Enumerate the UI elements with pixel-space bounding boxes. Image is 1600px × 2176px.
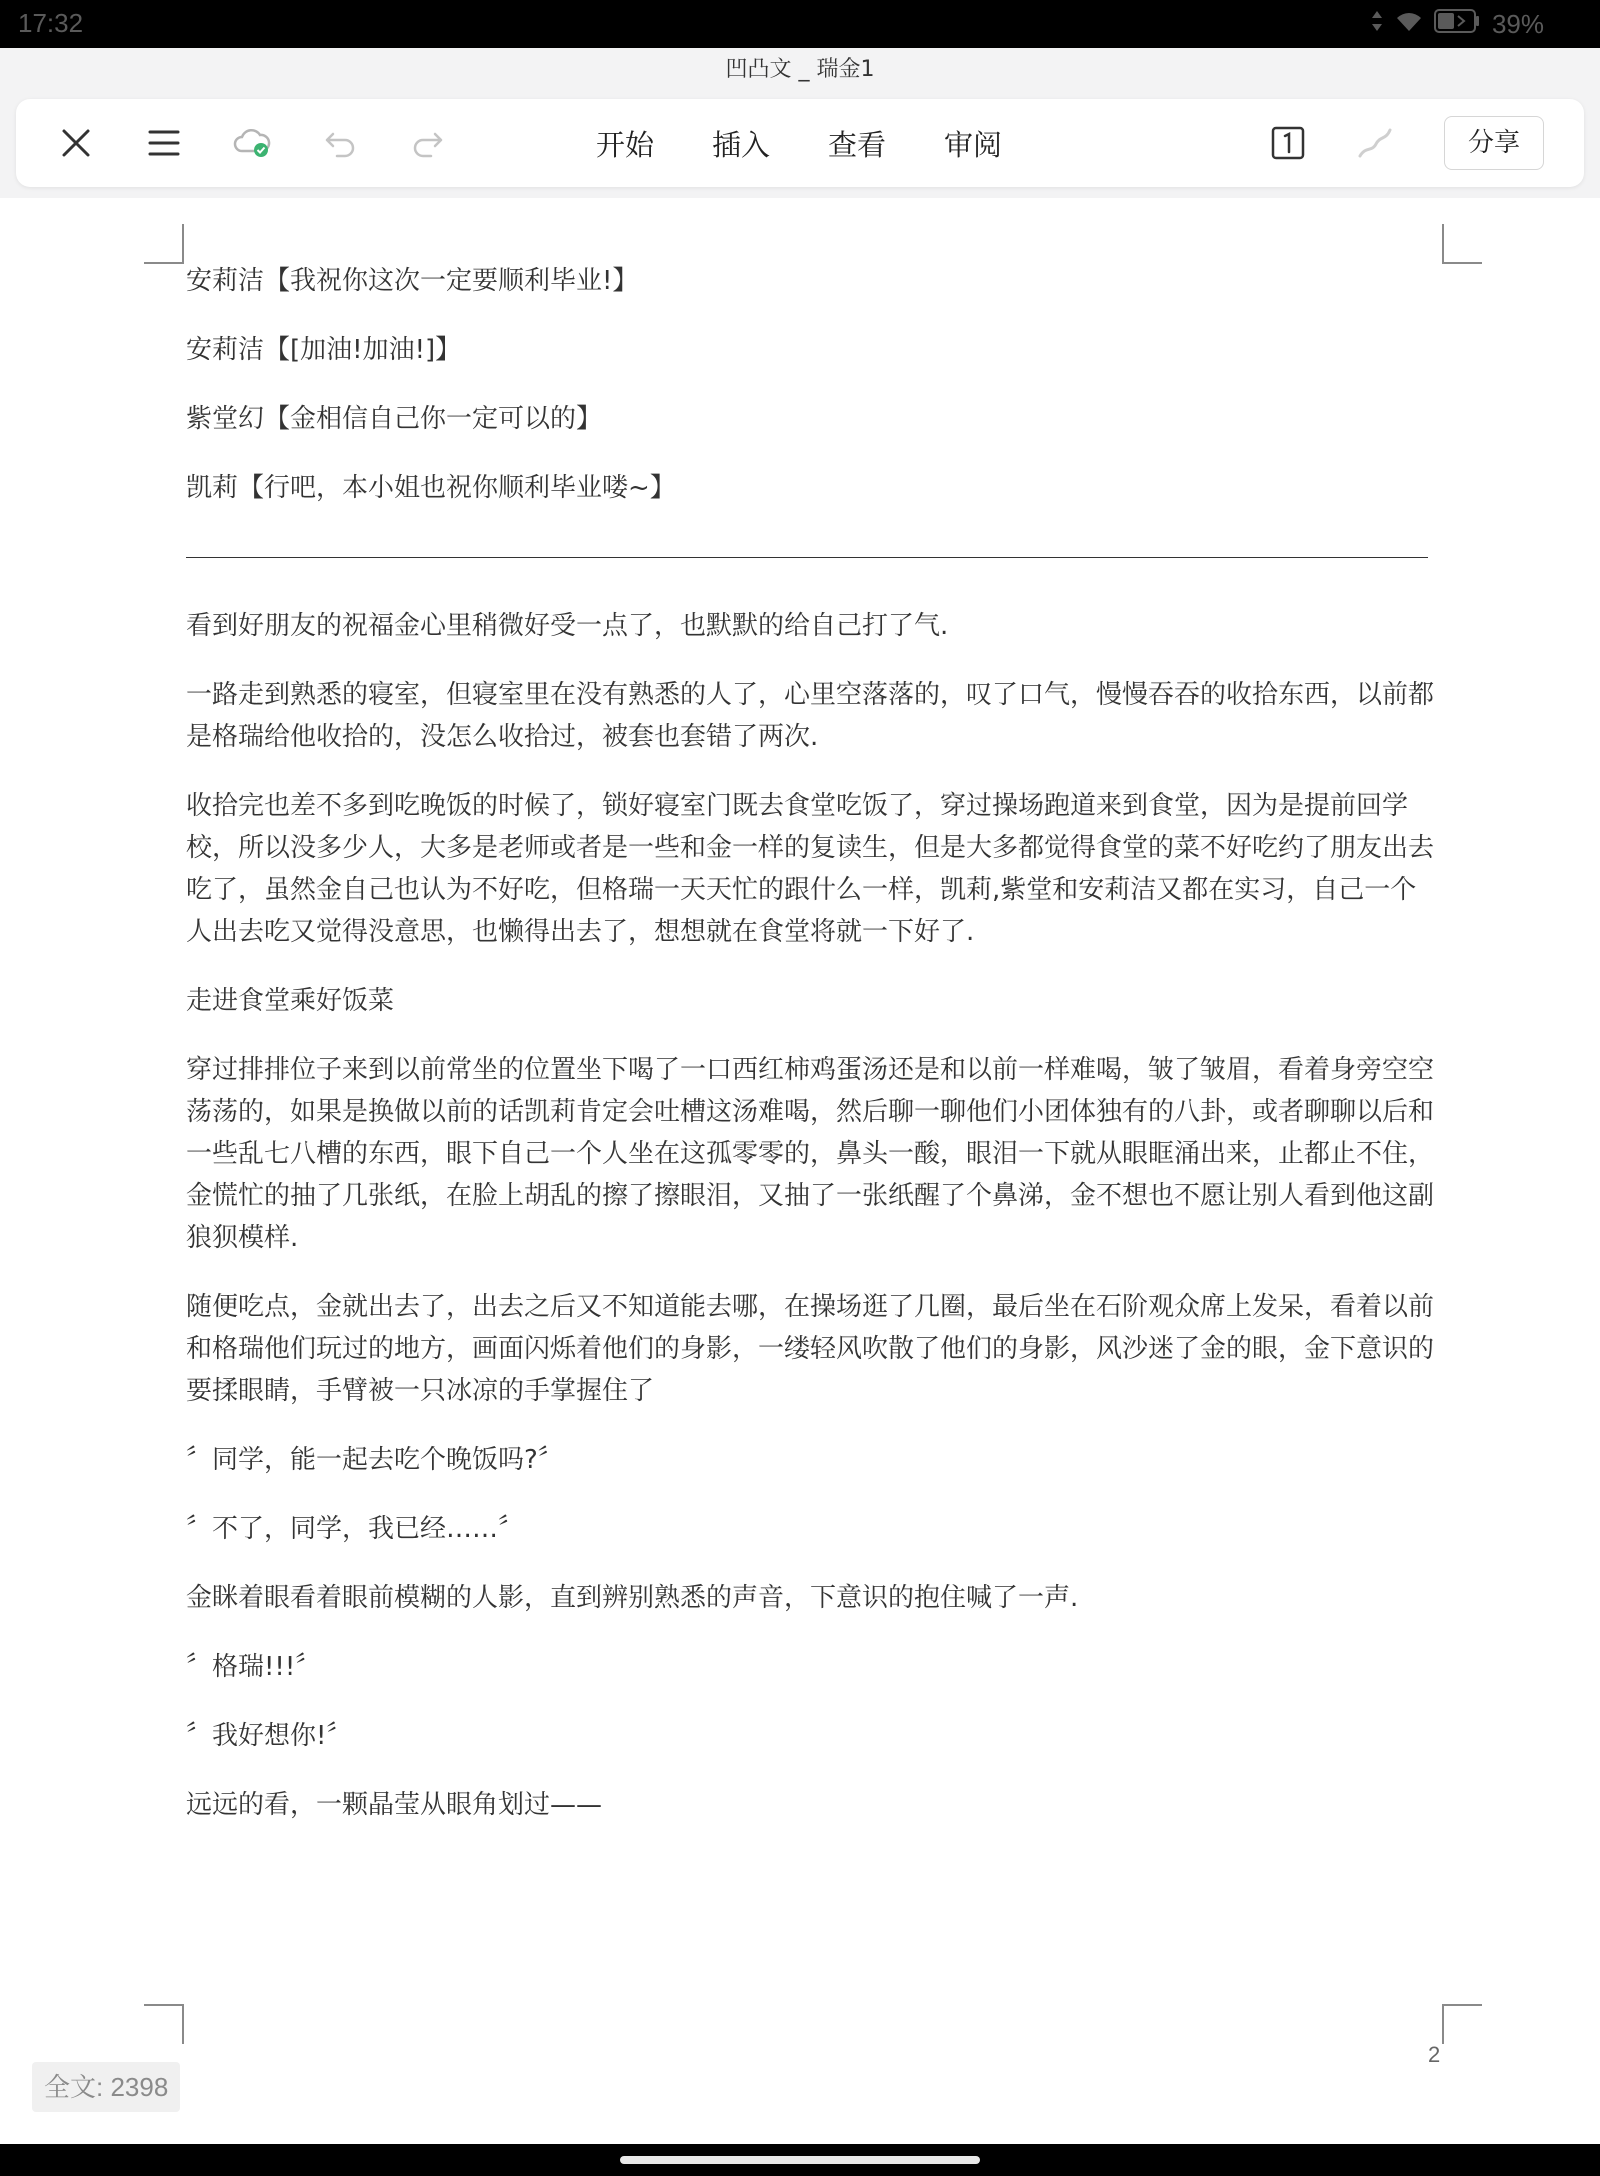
crop-mark-top-right: [1442, 224, 1482, 264]
share-button[interactable]: 分享: [1444, 116, 1544, 170]
tab-insert[interactable]: 插入: [712, 128, 771, 162]
paragraph: 一路走到熟悉的寝室，但寝室里在没有熟悉的人了，心里空落落的，叹了口气，慢慢吞吞的收拾东西，以前都是格瑞给他收拾的，没怎么收拾过，被套也套错了两次.: [186, 680, 1435, 752]
paragraph: 〞格瑞!!!〞: [186, 1652, 322, 1682]
redo-icon[interactable]: [406, 121, 450, 165]
paragraph: 随便吃点，金就出去了，出去之后又不知道能去哪，在操场逛了几圈，最后坐在石阶观众席上发呆，看着以前和格瑞他们玩过的地方，画面闪烁着他们的身影，一缕轻风吹散了他们的身影，风沙迷了金的眼，金下意识的要揉眼睛，手臂被一只冰凉的手掌握住了: [186, 1292, 1435, 1406]
ink-pen-icon[interactable]: [1354, 121, 1398, 165]
word-count-badge[interactable]: 全文: 2398: [32, 2062, 180, 2112]
paragraph: 凯莉【行吧，本小姐也祝你顺利毕业喽~】: [186, 473, 676, 503]
page-view-icon[interactable]: [1266, 121, 1310, 165]
paragraph: 穿过排排位子来到以前常坐的位置坐下喝了一口西红柿鸡蛋汤还是和以前一样难喝，皱了皱眉，看着身旁空空荡荡的，如果是换做以前的话凯莉肯定会吐槽这汤难喝，然后聊一聊他们小团体独有的八卦，或者聊聊以后和一些乱七八槽的东西，眼下自己一个人坐在这孤零零的，鼻头一酸，眼泪一下就从眼眶涌出来，止都止不住，金慌忙的抽了几张纸，在脸上胡乱的擦了擦眼泪，又抽了一张纸醒了个鼻涕，金不想也不愿让别人看到他这副狼狈模样.: [186, 1055, 1435, 1253]
tab-review[interactable]: 审阅: [944, 128, 1003, 162]
tab-start[interactable]: 开始: [596, 128, 655, 162]
network-icon: [1370, 9, 1384, 40]
home-indicator[interactable]: [620, 2156, 980, 2164]
paragraph: 紫堂幻【金相信自己你一定可以的】: [186, 404, 603, 434]
undo-icon[interactable]: [318, 121, 362, 165]
tab-view[interactable]: 查看: [828, 128, 887, 162]
horizontal-rule: [186, 536, 1442, 578]
menu-icon[interactable]: [142, 121, 186, 165]
status-indicators: [1370, 6, 1544, 42]
crop-mark-bottom-left: [144, 2004, 184, 2044]
paragraph: 远远的看，一颗晶莹从眼角划过——: [186, 1790, 603, 1820]
paragraph: 安莉洁【我祝你这次一定要顺利毕业!】: [186, 266, 639, 296]
close-icon[interactable]: [54, 121, 98, 165]
cloud-sync-icon[interactable]: [230, 121, 274, 165]
paragraph: 金眯着眼看着眼前模糊的人影，直到辨别熟悉的声音，下意识的抱住喊了一声.: [186, 1583, 1079, 1613]
page-number: 2: [1428, 2042, 1441, 2067]
system-nav-bar: [0, 2144, 1600, 2176]
battery-icon: [1434, 8, 1480, 41]
wifi-icon: [1396, 9, 1422, 40]
paragraph: 看到好朋友的祝福金心里稍微好受一点了，也默默的给自己打了气.: [186, 611, 949, 641]
paragraph: 〞我好想你!〞: [186, 1721, 353, 1751]
toolbar: [16, 99, 1584, 187]
document-title: 凹凸文 _ 瑞金1: [725, 57, 875, 82]
paragraph: 收拾完也差不多到吃晚饭的时候了，锁好寝室门既去食堂吃饭了，穿过操场跑道来到食堂，因为是提前回学校，所以没多少人，大多是老师或者是一些和金一样的复读生，但是大多都觉得食堂的菜不好吃约了朋友出去吃了，虽然金自己也认为不好吃，但格瑞一天天忙的跟什么一样，凯莉,紫堂和安莉洁又都在实习，自己一个人出去吃又觉得没意思，也懒得出去了，想想就在食堂将就一下好了.: [186, 791, 1435, 947]
paragraph: 〞不了，同学，我已经……〞: [186, 1514, 525, 1544]
paragraph: 〞同学，能一起去吃个晚饭吗?〞: [186, 1445, 564, 1475]
crop-mark-top-left: [144, 224, 184, 264]
crop-mark-bottom-right: [1442, 2004, 1482, 2044]
battery-percent: 39%: [1491, 8, 1544, 39]
document-body[interactable]: [186, 260, 1442, 1853]
status-bar: [0, 0, 1600, 48]
paragraph: 安莉洁【[加油!加油!]】: [186, 335, 462, 365]
paragraph: 走进食堂乘好饭菜: [186, 986, 395, 1016]
status-time: 17:32: [18, 8, 84, 38]
